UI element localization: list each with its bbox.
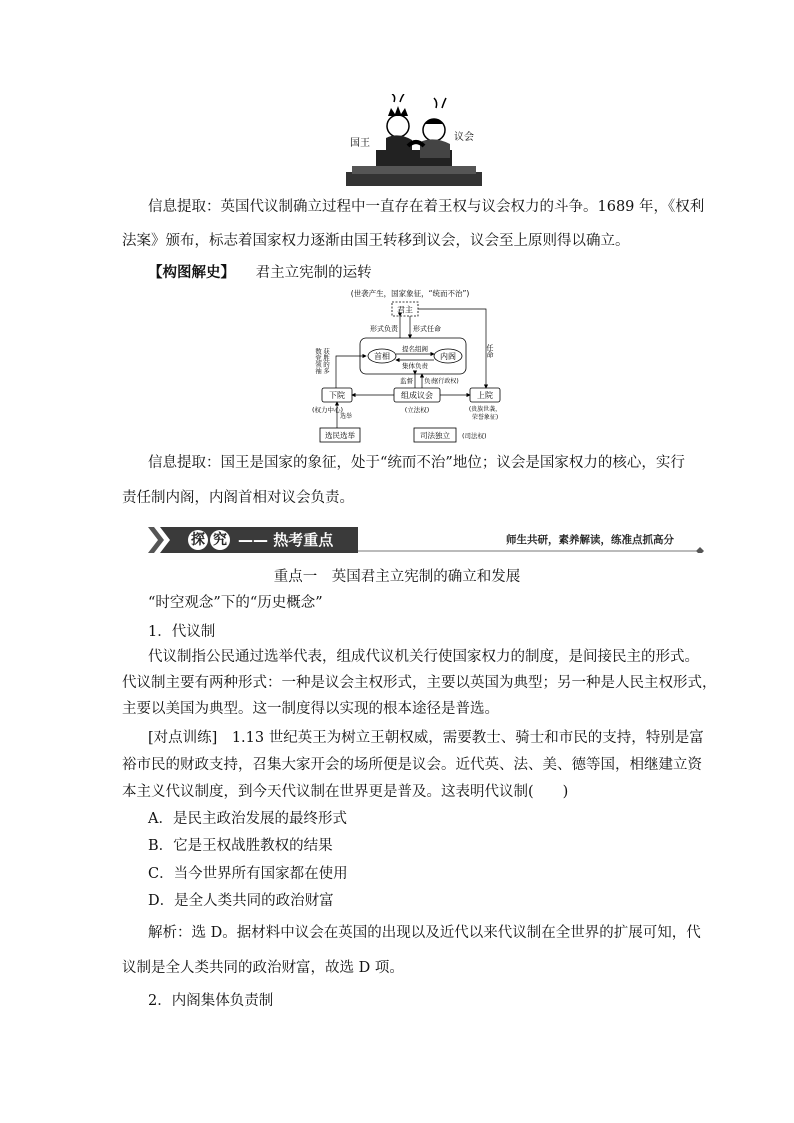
cartoon-label-king: 国王 xyxy=(350,138,370,149)
diagram-exec-power: (行政权) xyxy=(436,378,459,385)
banner-tag-1: 探 xyxy=(188,530,208,550)
banner-tag-2: 究 xyxy=(210,530,230,550)
section-banner xyxy=(148,527,708,553)
diagram-upper-note-2: 荣誉象征) xyxy=(471,414,499,421)
diagram-responsible: 负责 xyxy=(424,377,437,385)
section-heading-bracket: 【构图解史】 xyxy=(148,265,235,281)
key-point-title: 重点一 英国君主立宪制的确立和发展 xyxy=(273,569,521,585)
diagram-pm: 首相 xyxy=(374,352,390,361)
info-extraction-2-line2: 责任制内阁，内阁首相对议会负责。 xyxy=(122,490,354,506)
option-b: B．它是王权战胜教权的结果 xyxy=(148,838,333,854)
diagram-nominate: 提名组阁 xyxy=(402,345,428,353)
cartoon-king-vs-parliament xyxy=(346,94,482,186)
key-point-subtitle: “时空观念”下的“历史概念” xyxy=(148,595,323,611)
option-d: D．是全人类共同的政治财富 xyxy=(148,893,334,909)
diagram-legislative: (立法权) xyxy=(404,406,430,414)
cartoon-label-parliament: 议会 xyxy=(454,132,474,143)
diagram-elect: 选举 xyxy=(340,413,353,420)
diagram-supervise: 监督 xyxy=(400,377,413,385)
diagram-formal-appoint: 形式任命 xyxy=(413,325,441,333)
info-extraction-2-line1: 信息提取：国王是国家的象征，处于“统而不治”地位；议会是国家权力的核心，实行 xyxy=(148,455,685,471)
diagram-parliament: 组成议会 xyxy=(401,391,433,400)
diagram-power-center: (权力中心) xyxy=(312,406,344,414)
section-heading xyxy=(0,262,794,284)
analysis-line2: 议制是全人类共同的政治财富，故选 D 项。 xyxy=(122,960,404,976)
diagram-majority-1: 获胜的多 xyxy=(322,348,330,374)
option-c: C．当今世界所有国家都在使用 xyxy=(148,866,348,882)
banner-title: —— 热考重点 xyxy=(238,531,334,549)
diagram-lower-house: 下院 xyxy=(329,391,345,400)
diagram-formal-responsible: 形式负责 xyxy=(370,325,398,333)
diagram-collective: 集体负责 xyxy=(402,362,428,370)
diagram-appoint: 任命 xyxy=(486,344,494,358)
diagram-judicial-power: (司法权) xyxy=(462,432,487,440)
constitutional-monarchy-diagram xyxy=(310,288,510,444)
option-a: A．是民主政治发展的最终形式 xyxy=(148,811,347,827)
info-extraction-1-line2: 法案》颁布，标志着国家权力逐渐由国王转移到议会，议会至上原则得以确立。 xyxy=(122,233,630,249)
item2-heading: 2．内阁集体负责制 xyxy=(148,993,274,1009)
item1-para-line2: 代议制主要有两种形式：一种是议会主权形式，主要以英国为典型；另一种是人民主权形式， xyxy=(122,675,717,691)
item1-para-line3: 主要以美国为典型。这一制度得以实现的根本途径是普选。 xyxy=(122,701,499,717)
diagram-top-note: (世袭产生，国家象征，“统而不治”) xyxy=(350,289,470,298)
analysis-line1: 解析：选 D。据材料中议会在英国的出现以及近代以来代议制在全世界的扩展可知，代 xyxy=(148,925,701,941)
exercise-line1: [对点训练] 1.13 世纪英王为树立王朝权威，需要教士、骑士和市民的支持，特别是富 xyxy=(148,730,704,746)
diagram-majority-2: 数党领袖 xyxy=(314,348,322,374)
section-heading-title: 君主立宪制的运转 xyxy=(255,265,372,281)
exercise-line2: 裕市民的财政支持，召集大家开会的场所便是议会。近代英、法、美、德等国，相继建立资 xyxy=(122,757,702,773)
diagram-voter-election: 选民选举 xyxy=(325,431,355,440)
diagram-upper-house: 上院 xyxy=(477,391,493,400)
diagram-upper-note-1: (贵族世袭， xyxy=(468,406,502,413)
diagram-monarch: 君主 xyxy=(397,305,413,315)
info-extraction-1-line1: 信息提取：英国代议制确立过程中一直存在着王权与议会权力的斗争。1689 年，《权利 xyxy=(148,199,705,215)
banner-slogan: 师生共研，素养解读，练准点抓高分 xyxy=(506,534,674,546)
exercise-line3: 本主义代议制度，到今天代议制在世界更是普及。这表明代议制( ) xyxy=(122,784,569,800)
diagram-cabinet: 内阁 xyxy=(440,352,456,361)
item1-para-line1: 代议制指公民通过选举代表，组成代议机关行使国家权力的制度，是间接民主的形式。 xyxy=(148,649,699,665)
diagram-judicial-indep: 司法独立 xyxy=(420,431,450,440)
item1-heading: 1．代议制 xyxy=(148,624,216,640)
